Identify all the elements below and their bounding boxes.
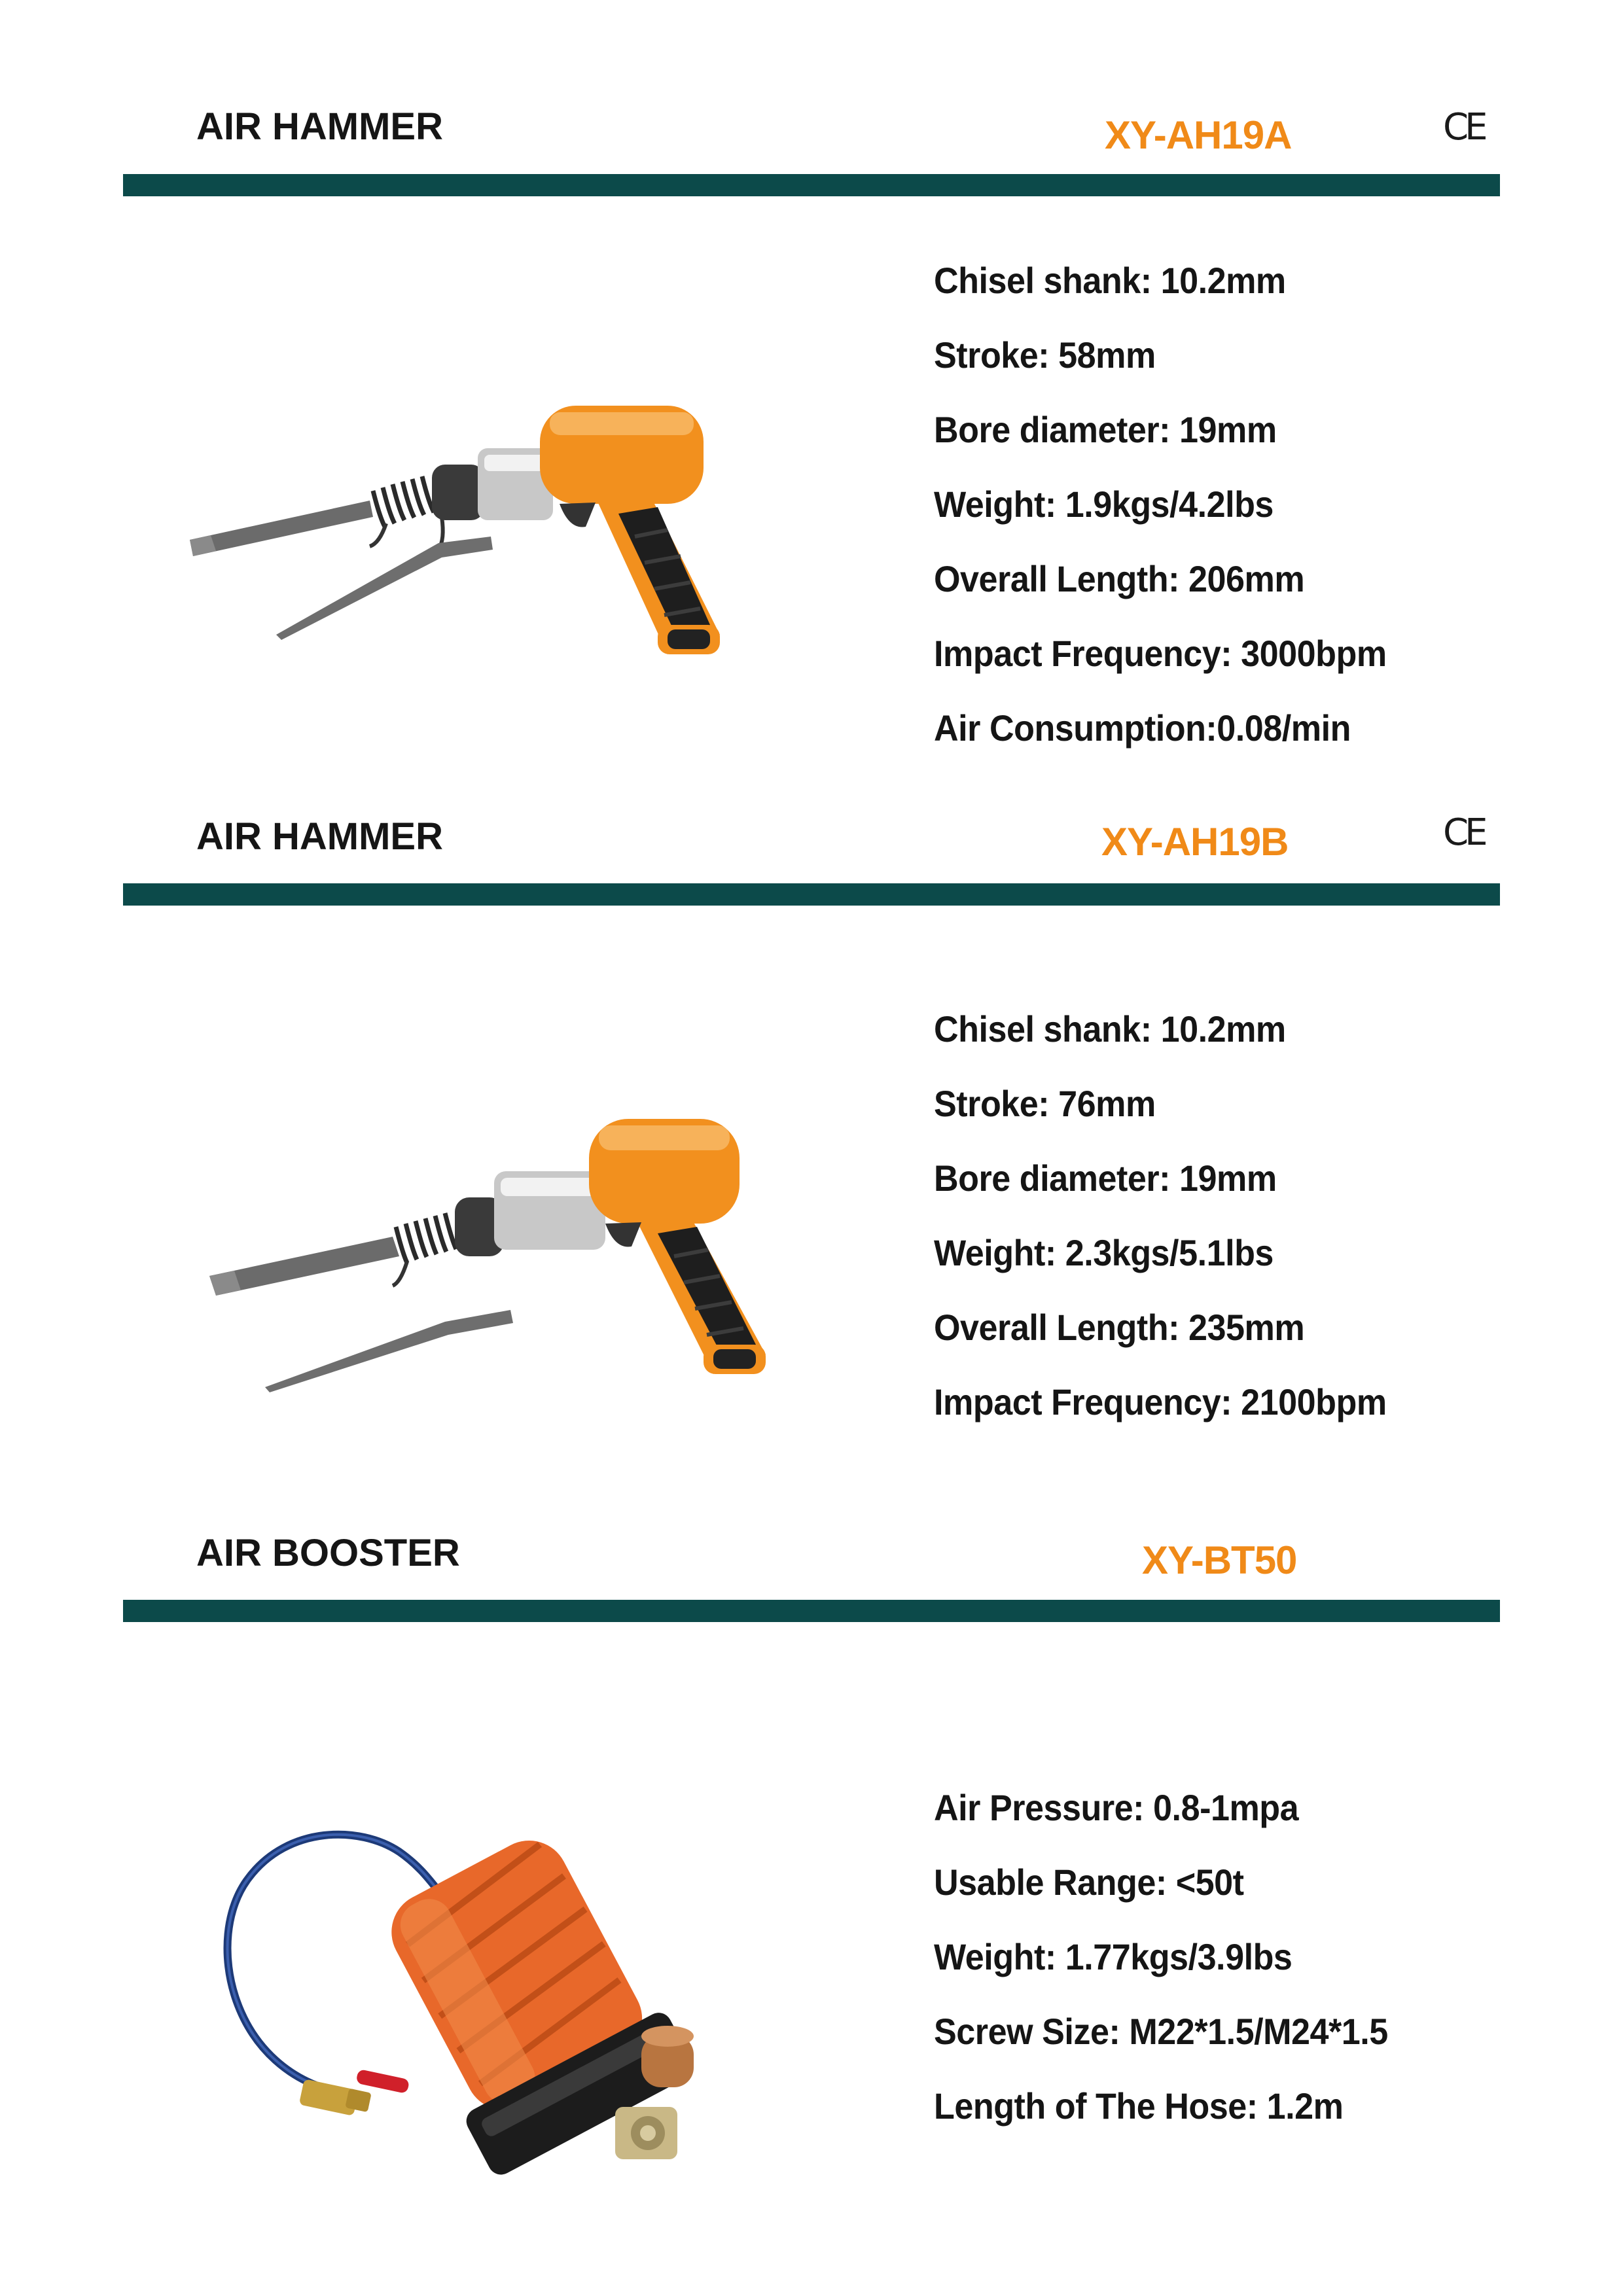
product-model: XY-BT50 <box>1142 1538 1297 1582</box>
spec-item: Weight: 1.9kgs/4.2lbs <box>934 484 1274 525</box>
spec-item: Impact Frequency: 3000bpm <box>934 633 1387 674</box>
spec-item: Overall Length: 206mm <box>934 558 1305 599</box>
spec-item: Weight: 2.3kgs/5.1lbs <box>934 1232 1274 1273</box>
product-category: AIR HAMMER <box>196 815 443 858</box>
ce-mark-icon: CE <box>1443 106 1484 149</box>
spec-item: Overall Length: 235mm <box>934 1307 1305 1348</box>
spec-item: Stroke: 76mm <box>934 1083 1156 1124</box>
spec-item: Stroke: 58mm <box>934 334 1156 376</box>
product-model: XY-AH19B <box>1101 820 1289 864</box>
spec-item: Screw Size: M22*1.5/M24*1.5 <box>934 2011 1388 2052</box>
spec-item: Chisel shank: 10.2mm <box>934 260 1286 301</box>
spec-item: Air Consumption:0.08/min <box>934 707 1351 749</box>
spec-item: Chisel shank: 10.2mm <box>934 1008 1286 1050</box>
air-hammer-icon <box>177 327 766 667</box>
spec-item: Bore diameter: 19mm <box>934 409 1277 450</box>
spec-item: Bore diameter: 19mm <box>934 1157 1277 1199</box>
spec-item: Impact Frequency: 2100bpm <box>934 1381 1387 1422</box>
spec-list <box>934 243 1421 766</box>
spec-item: Air Pressure: 0.8-1mpa <box>934 1787 1299 1828</box>
air-hammer-icon <box>196 1099 785 1413</box>
section-divider <box>123 883 1500 906</box>
product-category: AIR BOOSTER <box>196 1532 460 1574</box>
air-booster-icon <box>190 1767 779 2199</box>
spec-item: Length of The Hose: 1.2m <box>934 2085 1344 2127</box>
spec-item: Usable Range: <50t <box>934 1862 1244 1903</box>
ce-mark-icon: CE <box>1443 811 1484 854</box>
section-divider <box>123 174 1500 196</box>
spec-item: Weight: 1.77kgs/3.9lbs <box>934 1936 1293 1977</box>
section-divider <box>123 1600 1500 1622</box>
product-model: XY-AH19A <box>1105 113 1292 157</box>
product-category: AIR HAMMER <box>196 105 443 148</box>
spec-list <box>934 992 1421 1439</box>
spec-list <box>934 1771 1422 2144</box>
